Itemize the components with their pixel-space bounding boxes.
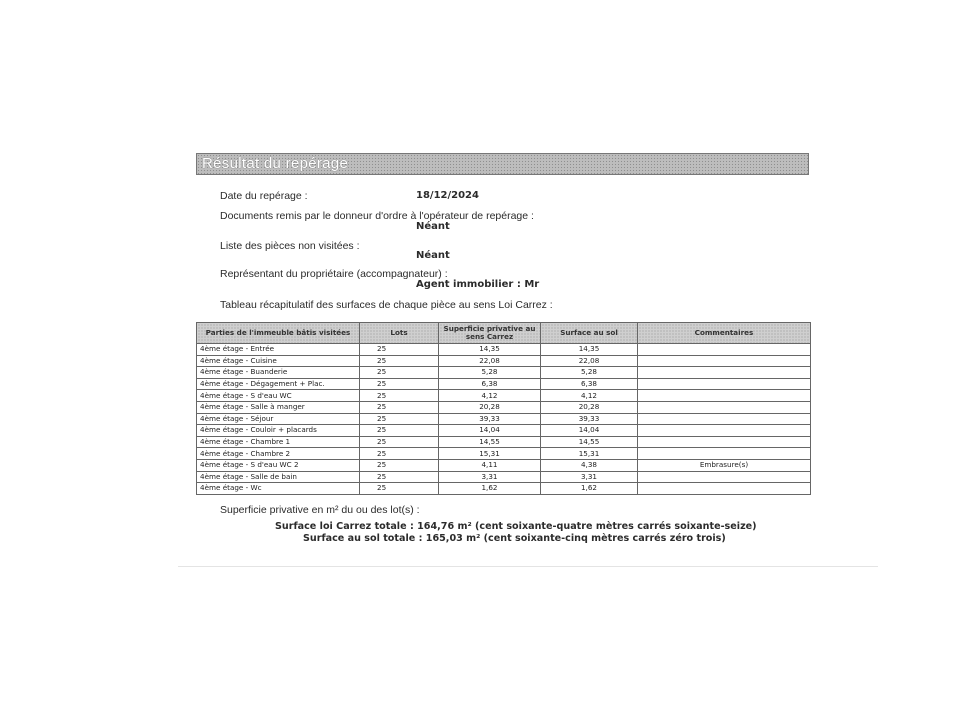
- cell-commentaire: [638, 344, 811, 356]
- cell-partie: 4ème étage - S d'eau WC: [197, 390, 360, 402]
- cell-carrez: 4,11: [439, 459, 541, 471]
- cell-commentaire: [638, 413, 811, 425]
- cell-lot: 25: [360, 425, 439, 437]
- cell-lot: 25: [360, 413, 439, 425]
- cell-partie: 4ème étage - Séjour: [197, 413, 360, 425]
- cell-sol: 6,38: [541, 378, 638, 390]
- cell-commentaire: [638, 401, 811, 413]
- cell-carrez: 1,62: [439, 483, 541, 495]
- date-value: 18/12/2024: [416, 190, 479, 201]
- cell-carrez: 5,28: [439, 367, 541, 379]
- date-label: Date du repérage :: [220, 190, 308, 202]
- cell-lot: 25: [360, 483, 439, 495]
- cell-partie: 4ème étage - Entrée: [197, 344, 360, 356]
- representative-value: Agent immobilier : Mr: [416, 279, 540, 290]
- cell-partie: 4ème étage - Wc: [197, 483, 360, 495]
- cell-lot: 25: [360, 436, 439, 448]
- section-header: [196, 153, 809, 175]
- superficie-label: Superficie privative en m² du ou des lot(s) :: [220, 504, 420, 516]
- cell-carrez: 3,31: [439, 471, 541, 483]
- cell-partie: 4ème étage - Dégagement + Plac.: [197, 378, 360, 390]
- cell-commentaire: [638, 471, 811, 483]
- cell-carrez: 15,31: [439, 448, 541, 460]
- table-row: [197, 413, 811, 425]
- cell-carrez: 39,33: [439, 413, 541, 425]
- total-carrez: Surface loi Carrez totale : 164,76 m² (cent soixante-quatre mètres carrés soixante-seize): [275, 521, 757, 532]
- table-row: [197, 390, 811, 402]
- table-row: [197, 448, 811, 460]
- cell-sol: 4,12: [541, 390, 638, 402]
- cell-carrez: 4,12: [439, 390, 541, 402]
- cell-carrez: 14,04: [439, 425, 541, 437]
- cell-carrez: 22,08: [439, 355, 541, 367]
- surfaces-table: [196, 322, 811, 495]
- non-visited-label: Liste des pièces non visitées :: [220, 240, 360, 252]
- table-row: [197, 344, 811, 356]
- cell-carrez: 14,55: [439, 436, 541, 448]
- table-row: [197, 378, 811, 390]
- table-row: [197, 367, 811, 379]
- header-sol: Surface au sol: [541, 323, 638, 344]
- table-row: [197, 459, 811, 471]
- header-lots: Lots: [360, 323, 439, 344]
- cell-sol: 20,28: [541, 401, 638, 413]
- cell-lot: 25: [360, 448, 439, 460]
- cell-carrez: 20,28: [439, 401, 541, 413]
- header-parties: Parties de l'immeuble bâtis visitées: [197, 323, 360, 344]
- documents-value: Néant: [416, 221, 450, 232]
- header-commentaires: Commentaires: [638, 323, 811, 344]
- cell-lot: 25: [360, 471, 439, 483]
- cell-sol: 14,35: [541, 344, 638, 356]
- table-row: [197, 483, 811, 495]
- cell-commentaire: [638, 355, 811, 367]
- table-row: [197, 401, 811, 413]
- cell-sol: 39,33: [541, 413, 638, 425]
- cell-lot: 25: [360, 344, 439, 356]
- cell-partie: 4ème étage - Cuisine: [197, 355, 360, 367]
- table-row: [197, 425, 811, 437]
- cell-sol: 4,38: [541, 459, 638, 471]
- cell-commentaire: [638, 448, 811, 460]
- cell-commentaire: [638, 425, 811, 437]
- table-row: [197, 355, 811, 367]
- total-sol: Surface au sol totale : 165,03 m² (cent soixante-cinq mètres carrés zéro trois): [303, 533, 726, 544]
- cell-carrez: 14,35: [439, 344, 541, 356]
- table-row: [197, 436, 811, 448]
- cell-lot: 25: [360, 378, 439, 390]
- cell-partie: 4ème étage - Chambre 1: [197, 436, 360, 448]
- cell-partie: 4ème étage - Salle à manger: [197, 401, 360, 413]
- cell-commentaire: [638, 378, 811, 390]
- documents-label: Documents remis par le donneur d'ordre à l'opérateur de repérage :: [220, 210, 534, 222]
- cell-sol: 15,31: [541, 448, 638, 460]
- table-row: [197, 471, 811, 483]
- cell-commentaire: [638, 390, 811, 402]
- cell-commentaire: Embrasure(s): [638, 459, 811, 471]
- cell-lot: 25: [360, 401, 439, 413]
- cell-carrez: 6,38: [439, 378, 541, 390]
- cell-partie: 4ème étage - Salle de bain: [197, 471, 360, 483]
- cell-lot: 25: [360, 390, 439, 402]
- table-header-row: [197, 323, 811, 344]
- cell-commentaire: [638, 367, 811, 379]
- cell-sol: 1,62: [541, 483, 638, 495]
- table-body: [197, 344, 811, 495]
- cell-partie: 4ème étage - Chambre 2: [197, 448, 360, 460]
- cell-lot: 25: [360, 459, 439, 471]
- cell-partie: 4ème étage - Buanderie: [197, 367, 360, 379]
- cell-sol: 14,04: [541, 425, 638, 437]
- cell-sol: 3,31: [541, 471, 638, 483]
- cell-sol: 14,55: [541, 436, 638, 448]
- cell-partie: 4ème étage - Couloir + placards: [197, 425, 360, 437]
- cell-lot: 25: [360, 367, 439, 379]
- cell-commentaire: [638, 436, 811, 448]
- table-intro: Tableau récapitulatif des surfaces de chaque pièce au sens Loi Carrez :: [220, 299, 553, 311]
- representative-label: Représentant du propriétaire (accompagnateur) :: [220, 268, 448, 280]
- header-carrez: Superficie privative au sens Carrez: [439, 323, 541, 344]
- non-visited-value: Néant: [416, 250, 450, 261]
- cell-sol: 5,28: [541, 367, 638, 379]
- cell-commentaire: [638, 483, 811, 495]
- cell-lot: 25: [360, 355, 439, 367]
- footer-divider: [178, 566, 878, 567]
- cell-sol: 22,08: [541, 355, 638, 367]
- section-title: Résultat du repérage: [202, 155, 349, 172]
- cell-partie: 4ème étage - S d'eau WC 2: [197, 459, 360, 471]
